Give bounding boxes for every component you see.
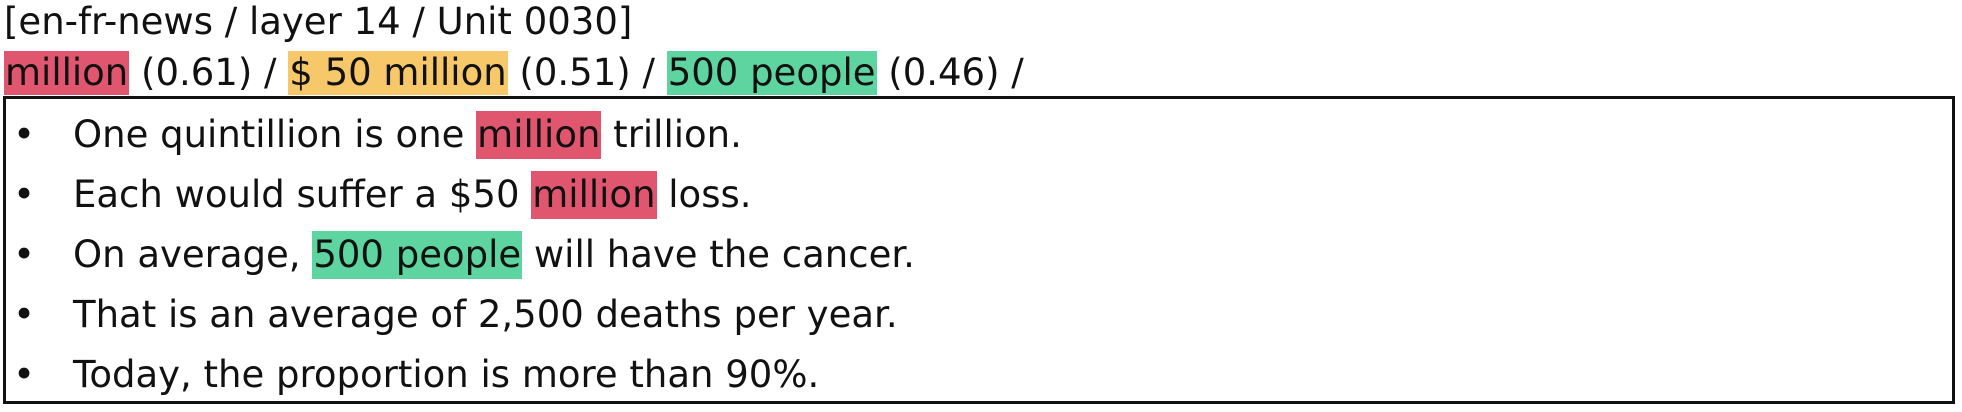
example-highlight: million [476, 111, 601, 159]
legend-score-million: (0.61) / [129, 51, 289, 94]
activation-legend [4, 51, 1036, 95]
bullet-icon: • [13, 113, 35, 156]
example-sentence [73, 165, 752, 225]
unit-title: [en-fr-news / layer 14 / Unit 0030] [4, 0, 633, 43]
example-sentence [73, 105, 742, 165]
example-text-before: On average, [73, 233, 313, 276]
example-sentence [73, 225, 915, 285]
example-item [6, 345, 1952, 405]
legend-phrase-50-million: $ 50 million [289, 51, 507, 94]
example-highlight: 500 people [312, 231, 522, 279]
legend-score-500-people: (0.46) / [876, 51, 1036, 94]
example-item [6, 225, 1952, 285]
example-item [6, 285, 1952, 345]
legend-phrase-500-people: 500 people [667, 51, 876, 94]
bullet-icon: • [13, 293, 35, 336]
example-sentence [73, 285, 898, 345]
example-text-after: will have the cancer. [522, 233, 915, 276]
example-text-after: loss. [656, 173, 752, 216]
legend-phrase-million: million [5, 51, 129, 94]
legend-score-50-million: (0.51) / [507, 51, 667, 94]
example-text-before: Today, the proportion is more than 90%. [73, 353, 820, 396]
example-text-before: One quintillion is one [73, 113, 477, 156]
example-text-after: trillion. [601, 113, 742, 156]
example-sentence [73, 345, 819, 405]
bullet-icon: • [13, 353, 35, 396]
bullet-icon: • [13, 233, 35, 276]
example-text-before: That is an average of 2,500 deaths per year. [73, 293, 898, 336]
example-item [6, 105, 1952, 165]
example-item [6, 165, 1952, 225]
bullet-icon: • [13, 173, 35, 216]
example-text-before: Each would suffer a $50 [73, 173, 532, 216]
example-list [6, 105, 1952, 405]
examples-box [3, 96, 1955, 404]
example-highlight: million [531, 171, 656, 219]
